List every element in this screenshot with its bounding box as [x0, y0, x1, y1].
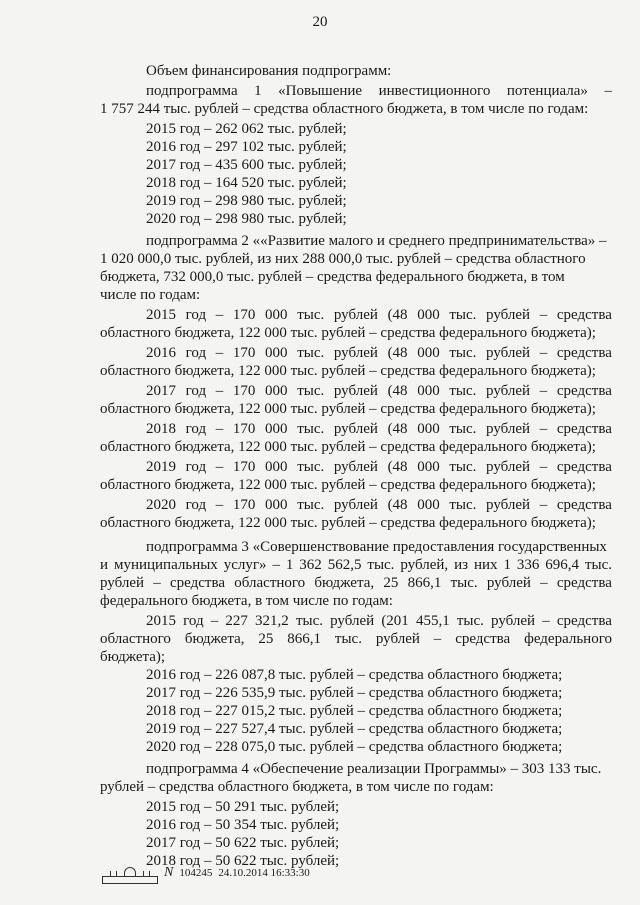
text-line: 2017 год – 435 600 тыс. рублей; [146, 157, 347, 173]
doc-mark: N [164, 865, 174, 880]
text-line: областного бюджета, 122 000 тыс. рублей – средства федерального бюджета); [100, 515, 596, 531]
text-line: Объем финансирования подпрограмм: [146, 63, 392, 79]
text-line: 2016 год – 226 087,8 тыс. рублей – средства областного бюджета; [146, 667, 563, 683]
text-line: областного бюджета, 122 000 тыс. рублей – средства федерального бюджета); [100, 477, 596, 493]
text-line: 2018 год – 170 000 тыс. рублей (48 000 тыс. рублей – средства [146, 421, 612, 437]
text-line: рублей – средства областного бюджета, в том числе по годам: [100, 779, 494, 795]
text-line: 2015 год – 262 062 тыс. рублей; [146, 121, 347, 137]
text-line: 2019 год – 170 000 тыс. рублей (48 000 тыс. рублей – средства [146, 459, 612, 475]
text-line: 2015 год – 227 321,2 тыс. рублей (201 455,1 тыс. рублей – средства [146, 613, 612, 629]
text-line: 2016 год – 297 102 тыс. рублей; [146, 139, 347, 155]
doc-number: 104245 [179, 867, 213, 879]
ministry-stamp-icon [102, 862, 158, 884]
text-line: числе по годам: [100, 287, 201, 303]
text-line: областного бюджета, 122 000 тыс. рублей – средства федерального бюджета); [100, 325, 596, 341]
text-line: подпрограмма 3 «Совершенствование предоставления государственных [146, 539, 607, 555]
text-line: 2018 год – 227 015,2 тыс. рублей – средства областного бюджета; [146, 703, 563, 719]
text-line: 2019 год – 298 980 тыс. рублей; [146, 193, 347, 209]
text-line: 2019 год – 227 527,4 тыс. рублей – средства областного бюджета; [146, 721, 563, 737]
text-line: подпрограмма 1 «Повышение инвестиционного потенциала» – [146, 83, 612, 99]
document-footer [102, 862, 310, 884]
text-line: 2016 год – 50 354 тыс. рублей; [146, 817, 340, 833]
text-line: 2020 год – 170 000 тыс. рублей (48 000 тыс. рублей – средства [146, 497, 612, 513]
text-line: 1 020 000,0 тыс. рублей, из них 288 000,0 тыс. рублей – средства областного [100, 251, 586, 267]
text-line: 2020 год – 298 980 тыс. рублей; [146, 211, 347, 227]
text-line: 2017 год – 170 000 тыс. рублей (48 000 тыс. рублей – средства [146, 383, 612, 399]
text-line: 2017 год – 50 622 тыс. рублей; [146, 835, 340, 851]
text-line: 2018 год – 50 622 тыс. рублей; [146, 853, 340, 869]
text-line: областного бюджета, 122 000 тыс. рублей – средства федерального бюджета); [100, 401, 596, 417]
text-line: 2015 год – 50 291 тыс. рублей; [146, 799, 340, 815]
text-line: областного бюджета, 122 000 тыс. рублей – средства федерального бюджета); [100, 363, 596, 379]
text-line: 2020 год – 228 075,0 тыс. рублей – средства областного бюджета; [146, 739, 563, 755]
text-line: подпрограмма 4 «Обеспечение реализации Программы» – 303 133 тыс. [146, 761, 602, 777]
page-number: 20 [312, 14, 328, 30]
doc-timestamp: 24.10.2014 16:33:30 [218, 867, 310, 879]
text-line: 1 757 244 тыс. рублей – средства областного бюджета, в том числе по годам: [100, 101, 589, 117]
text-line: 2017 год – 226 535,9 тыс. рублей – средства областного бюджета; [146, 685, 563, 701]
text-line: 2016 год – 170 000 тыс. рублей (48 000 тыс. рублей – средства [146, 345, 612, 361]
text-line: 2018 год – 164 520 тыс. рублей; [146, 175, 347, 191]
text-line: бюджета); [100, 649, 166, 665]
text-line: рублей – средства областного бюджета, 25 866,1 тыс. рублей – средства [100, 575, 612, 591]
text-line: федерального бюджета, в том числе по годам: [100, 593, 393, 609]
text-line: 2015 год – 170 000 тыс. рублей (48 000 тыс. рублей – средства [146, 307, 612, 323]
text-line: областного бюджета, 122 000 тыс. рублей – средства федерального бюджета); [100, 439, 596, 455]
text-line: областного бюджета, 25 866,1 тыс. рублей – средства федерального [100, 631, 612, 647]
text-line: бюджета, 732 000,0 тыс. рублей – средства федерального бюджета, в том [100, 269, 565, 285]
text-line: и муниципальных услуг» – 1 362 562,5 тыс. рублей, из них 1 336 696,4 тыс. [100, 557, 612, 573]
text-line: подпрограмма 2 ««Развитие малого и среднего предпринимательства» – [146, 233, 607, 249]
